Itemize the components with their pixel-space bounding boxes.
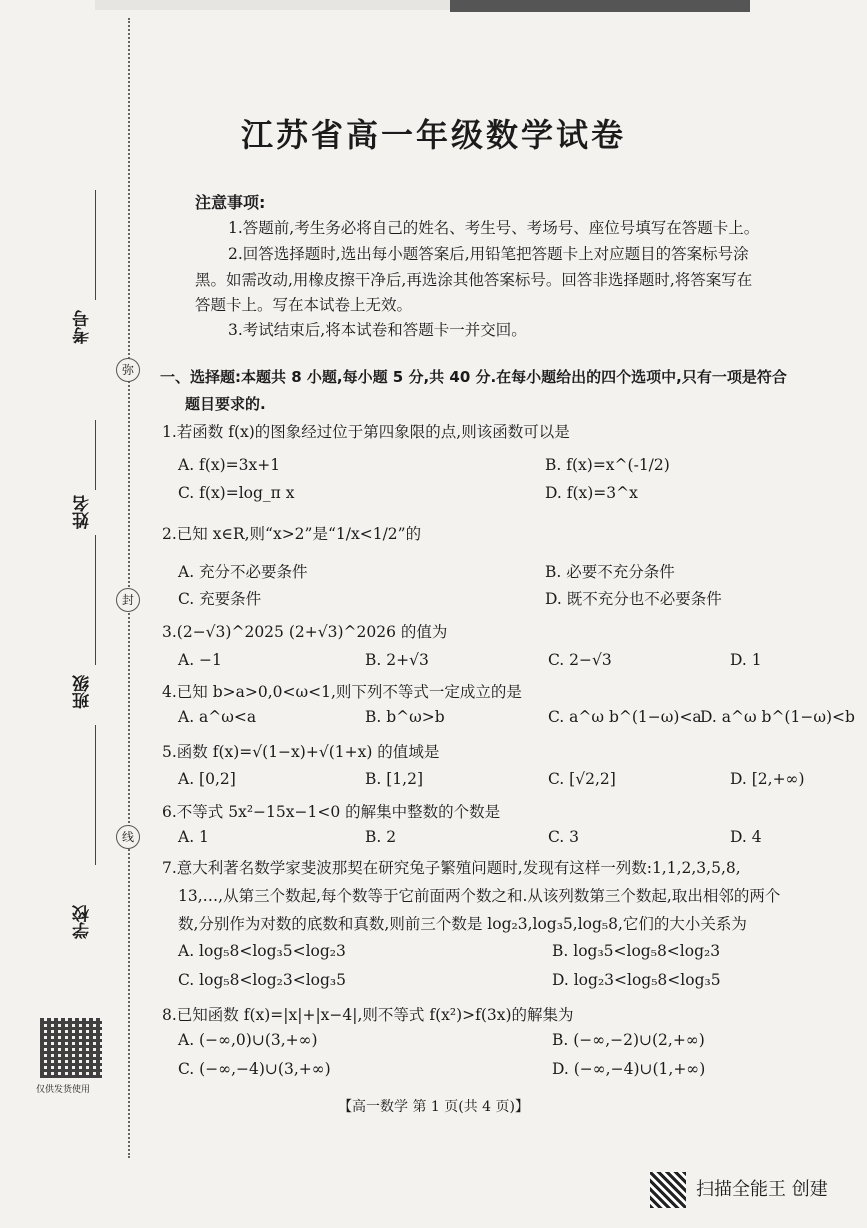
class-line [95, 725, 96, 865]
option: B. 2 [365, 828, 397, 846]
option: C. 2−√3 [548, 651, 612, 669]
option: D. 1 [730, 651, 762, 669]
option: A. a^ω<a [178, 708, 257, 726]
option: C. f(x)=log_π x [178, 484, 295, 502]
name-label: 姓名 [73, 495, 93, 529]
question-stem: 8.已知函数 f(x)=|x|+|x−4|,则不等式 f(x²)>f(3x)的解集为 [162, 1006, 574, 1024]
option: A. 1 [178, 828, 209, 846]
question-stem-cont: 数,分别作为对数的底数和真数,则前三个数是 log₂3,log₃5,log₅8,它们的大小关系为 [178, 915, 747, 933]
notice-line: 1.答题前,考生务必将自己的姓名、考生号、考场号、座位号填写在答题卡上。 [228, 219, 760, 237]
option: A. log₅8<log₃5<log₂3 [178, 942, 346, 960]
option: C. [√2,2] [548, 770, 616, 788]
option: C. log₅8<log₂3<log₃5 [178, 971, 346, 989]
option: D. a^ω b^(1−ω)<b [700, 708, 855, 726]
school-label: 学校 [73, 905, 93, 939]
name-line-2 [95, 535, 96, 665]
option: C. 3 [548, 828, 580, 846]
question-stem: 6.不等式 5x²−15x−1<0 的解集中整数的个数是 [162, 803, 501, 821]
question-stem: 5.函数 f(x)=√(1−x)+√(1+x) 的值域是 [162, 743, 440, 761]
section-heading: 一、选择题:本题共 8 小题,每小题 5 分,共 40 分.在每小题给出的四个选项中,只有一项是符合 [160, 368, 787, 386]
option: D. [2,+∞) [730, 770, 805, 788]
notice-line: 2.回答选择题时,选出每小题答案后,用铅笔把答题卡上对应题目的答案标号涂 [228, 245, 749, 263]
page-title: 江苏省高一年级数学试卷 [240, 116, 626, 154]
option: B. 2+√3 [365, 651, 429, 669]
scanner-shadow [450, 0, 750, 12]
seal-char-xian: 线 [116, 825, 140, 849]
option: D. (−∞,−4)∪(1,+∞) [552, 1060, 706, 1078]
option: D. 既不充分也不必要条件 [545, 590, 722, 608]
option: D. log₂3<log₅8<log₃5 [552, 971, 721, 989]
paper-top-edge [95, 0, 455, 10]
option: C. (−∞,−4)∪(3,+∞) [178, 1060, 331, 1078]
question-stem: 1.若函数 f(x)的图象经过位于第四象限的点,则该函数可以是 [162, 423, 570, 441]
question-stem: 3.(2−√3)^2025 (2+√3)^2026 的值为 [162, 623, 448, 641]
option: D. 4 [730, 828, 762, 846]
class-label: 班级 [73, 675, 93, 709]
option: A. 充分不必要条件 [178, 563, 308, 581]
question-stem: 4.已知 b>a>0,0<ω<1,则下列不等式一定成立的是 [162, 683, 522, 701]
exam-number-line [95, 190, 96, 300]
qr-caption: 仅供发货使用 [36, 1085, 91, 1095]
scanner-qr-icon [650, 1172, 686, 1208]
option: A. [0,2] [178, 770, 236, 788]
qr-code [40, 1018, 102, 1078]
option: B. log₃5<log₅8<log₂3 [552, 942, 721, 960]
seal-char-mi: 弥 [116, 358, 140, 382]
option: C. 充要条件 [178, 590, 262, 608]
question-stem: 7.意大利著名数学家斐波那契在研究兔子繁殖问题时,发现有这样一列数:1,1,2,3,5,8, [162, 859, 741, 877]
option: B. [1,2] [365, 770, 423, 788]
name-line [95, 420, 96, 490]
section-heading-cont: 题目要求的. [185, 395, 266, 413]
option: A. f(x)=3x+1 [178, 456, 281, 474]
exam-number-label: 考号 [73, 310, 93, 344]
notice-line: 3.考试结束后,将本试卷和答题卡一并交回。 [228, 321, 527, 339]
page-footer: 【高一数学 第 1 页(共 4 页)】 [338, 1099, 529, 1115]
question-stem-cont: 13,…,从第三个数起,每个数等于它前面两个数之和.从该列数第三个数起,取出相邻的两个 [178, 887, 781, 905]
notice-heading: 注意事项: [195, 193, 266, 212]
option: A. −1 [178, 651, 222, 669]
option: D. f(x)=3^x [545, 484, 638, 502]
option: A. (−∞,0)∪(3,+∞) [178, 1031, 318, 1049]
notice-line: 答题卡上。写在本试卷上无效。 [195, 296, 413, 314]
option: B. (−∞,−2)∪(2,+∞) [552, 1031, 705, 1049]
option: C. a^ω b^(1−ω)<a [548, 708, 702, 726]
notice-line: 黑。如需改动,用橡皮擦干净后,再选涂其他答案标号。回答非选择题时,将答案写在 [195, 271, 753, 289]
option: B. 必要不充分条件 [545, 563, 675, 581]
scanner-watermark: 扫描全能王 创建 [696, 1179, 828, 1200]
option: B. f(x)=x^(-1/2) [545, 456, 670, 474]
option: B. b^ω>b [365, 708, 445, 726]
question-stem: 2.已知 x∈R,则“x>2”是“1/x<1/2”的 [162, 525, 422, 543]
seal-char-feng: 封 [116, 588, 140, 612]
